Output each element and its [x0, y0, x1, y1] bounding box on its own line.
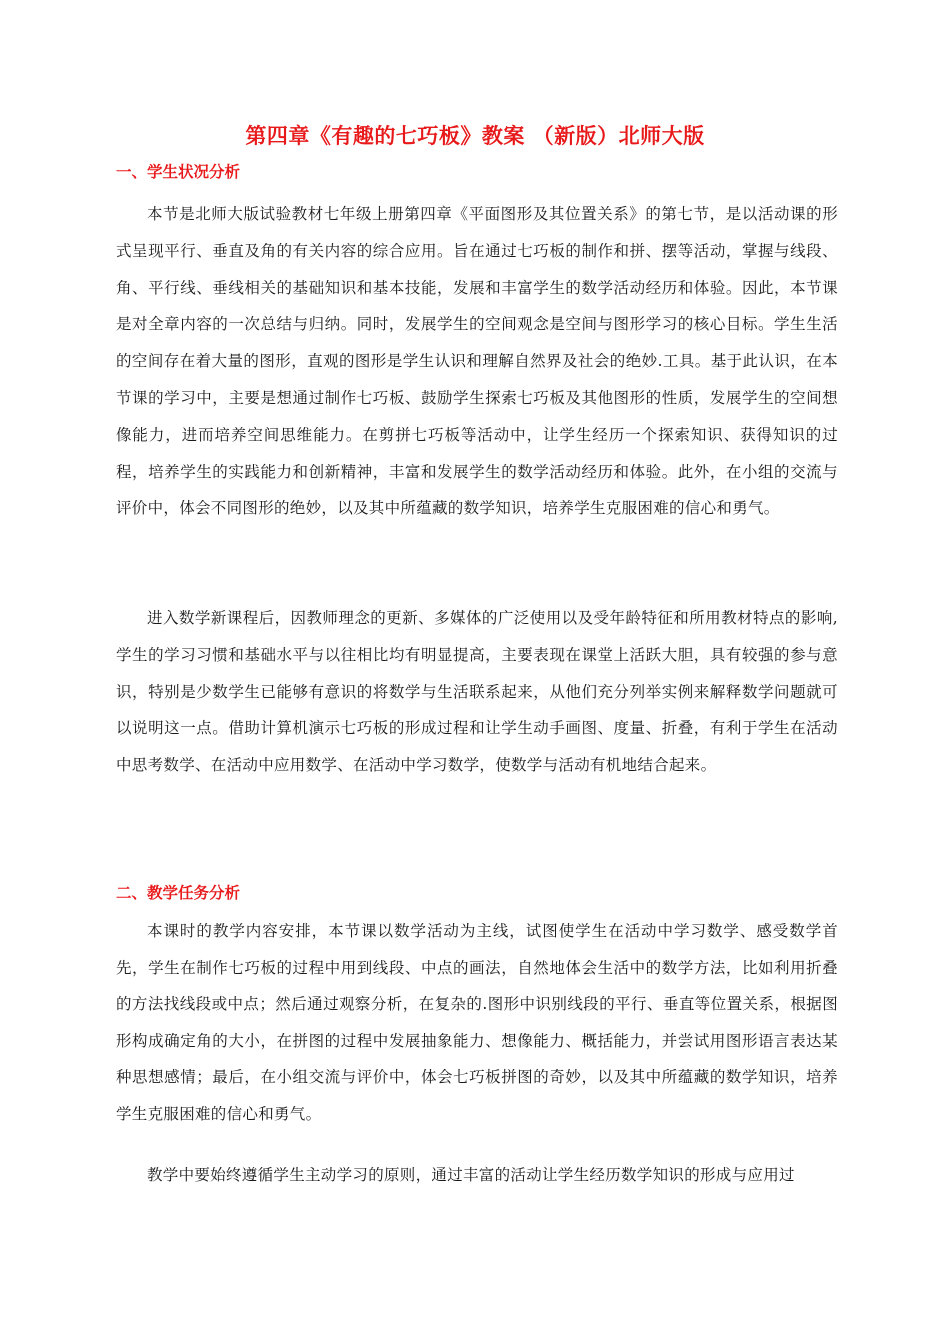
- paragraph: 本节是北师大版试验教材七年级上册第四章《平面图形及其位置关系》的第七节，是以活动课的形式呈现平行、垂直及角的有关内容的综合应用。旨在通过七巧板的制作和拼、摆等活动，掌握与线段、角、平行线、垂线相关的基础知识和基本技能，发展和丰富学生的数学活动经历和体验。因此，本节课是对全章内容的一次总结与归纳。同时，发展学生的空间观念是空间与图形学习的核心目标。学生生活的空间存在着大量的图形，直观的图形是学生认识和理解自然界及社会的绝妙.工具。基于此认识，在本节课的学习中，主要是想通过制作七巧板、鼓励学生探索七巧板及其他图形的性质，发展学生的空间想像能力，进而培养空间思维能力。在剪拼七巧板等活动中，让学生经历一个探索知识、获得知识的过程，培养学生的实践能力和创新精神，丰富和发展学生的数学活动经历和体验。此外，在小组的交流与评价中，体会不同图形的绝妙，以及其中所蕴藏的数学知识，培养学生克服困难的信心和勇气。: [116, 205, 838, 518]
- section-heading-student-analysis: 一、学生状况分析: [116, 163, 241, 181]
- paragraph: 进入数学新课程后，因教师理念的更新、多媒体的广泛使用以及受年龄特征和所用教材特点的影响,学生的学习习惯和基础水平与以往相比均有明显提高，主要表现在课堂上活跃大胆，具有较强的参与意识，特别是少数学生已能够有意识的将数学与生活联系起来，从他们充分列举实例来解释数学问题就可以说明这一点。借助计算机演示七巧板的形成过程和让学生动手画图、度量、折叠，有利于学生在活动中思考数学、在活动中应用数学、在活动中学习数学，使数学与活动有机地结合起来。: [116, 609, 838, 775]
- document-title: 第四章《有趣的七巧板》教案 （新版）北师大版: [245, 124, 705, 148]
- section-heading-task-analysis: 二、教学任务分析: [116, 884, 241, 902]
- paragraph: 教学中要始终遵循学生主动学习的原则，通过丰富的活动让学生经历数学知识的形成与应用过: [147, 1166, 795, 1184]
- paragraph: 本课时的教学内容安排，本节课以数学活动为主线，试图使学生在活动中学习数学、感受数学首先，学生在制作七巧板的过程中用到线段、中点的画法，自然地体会生活中的数学方法，比如利用折叠的方法找线段或中点；然后通过观察分析，在复杂的.图形中识别线段的平行、垂直等位置关系，根据图形构成确定角的大小，在拼图的过程中发展抽象能力、想像能力、概括能力，并尝试用图形语言表达某种思想感情；最后，在小组交流与评价中，体会七巧板拼图的奇妙，以及其中所蕴藏的数学知识，培养学生克服困难的信心和勇气。: [116, 922, 838, 1123]
